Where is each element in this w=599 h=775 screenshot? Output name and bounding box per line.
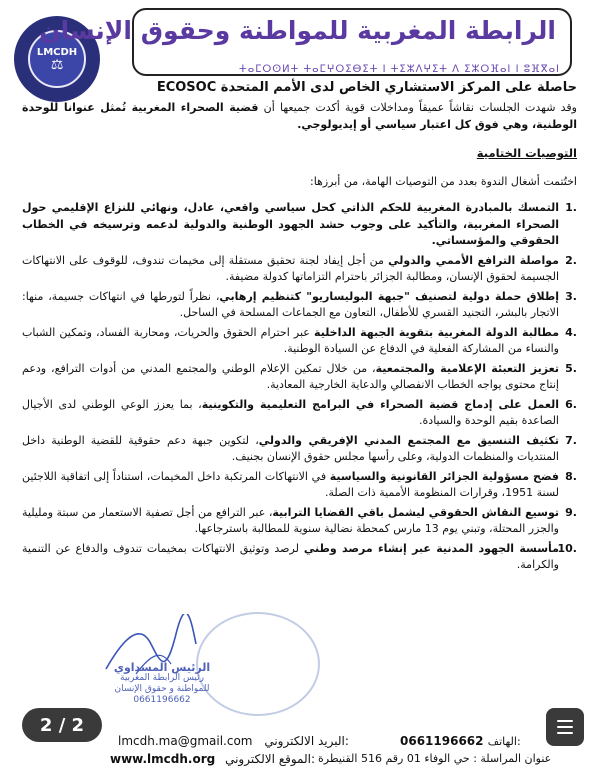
email-label: البريد الالكتروني: (264, 734, 349, 748)
document-body (22, 100, 577, 577)
footer-website (110, 752, 315, 766)
email-value: lmcdh.ma@gmail.com (118, 734, 253, 748)
website-value: www.lmcdh.org (110, 752, 216, 766)
item-text: ، عبر الترافع من أجل تصفية الاستعمار من سبتة ومليلية والجزر المحتلة، وتبني يوم 13 مارس كمحطة نضالية سنوية للمطالبة باسترجاعها. (22, 505, 559, 535)
website-label: الموقع الالكتروني: (225, 752, 316, 766)
item-text: ، نظراً لتورطها في انتهاكات جسيمة، منها: الاتجار بالبشر، التجنيد القسري للأطفال، التعاون مع الجماعات المسلحة في الساحل. (22, 289, 559, 319)
item-number: 2. (565, 253, 577, 267)
item-bold: توسيع النقاش الحقوقي ليشمل باقي القضايا الترابية (272, 505, 559, 519)
scales-of-justice-icon: ⚖ (50, 56, 64, 73)
page-indicator[interactable]: 2 / 2 (22, 708, 102, 742)
item-bold: العمل على إدماج قضية الصحراء في البرامج التعليمية والتكوينية (201, 397, 559, 411)
list-item (22, 289, 577, 322)
footer-phone (400, 734, 521, 748)
item-number: 6. (565, 397, 577, 411)
item-number: 10. (557, 541, 577, 555)
list-item (22, 200, 577, 250)
item-text: لرصد وتوثيق الانتهاكات بمخيمات تندوف والدفاع عن التنمية والكرامة. (22, 541, 559, 571)
phone-label: الهاتف: (487, 735, 521, 748)
intro-bold: قضية الصحراء المغربية تُمثل عنوانا للوحدة الوطنية، وهي فوق كل اعتبار سياسي أو إيديولوجي. (22, 101, 577, 131)
intro-paragraph (22, 100, 577, 133)
organization-name-tifinagh: ⵜⴰⵎⵔⵙⵍⵜ ⵜⴰⵎⵖⵔⵉⴱⵉⵜ ⵏ ⵜⵉⵣⴷⵖⵉⵜ ⴷ ⵉⵣⵔⴼⴰⵏ ⵏ ⵓⴼⴳⴰⵏ (239, 64, 560, 75)
recommendations-list (22, 200, 577, 574)
list-item (22, 361, 577, 394)
item-bold: فضح مسؤولية الجزائر القانونية والسياسية (329, 469, 559, 483)
signature-caption (92, 662, 232, 706)
list-item (22, 253, 577, 286)
item-number: 3. (565, 289, 577, 303)
item-text: في الانتهاكات المرتكبة داخل المخيمات، استناداً إلى اتفاقية اللاجئين لسنة 1951، وقرارات المنظومة الأممية ذات الصلة. (22, 469, 559, 499)
item-bold: مواصلة الترافع الأممي والدولي (388, 253, 559, 267)
item-bold: تكثيف التنسيق مع المجتمع المدني الإفريقي والدولي (258, 433, 559, 447)
item-bold: مطالبة الدولة المغربية بتقوية الجبهة الداخلية (314, 325, 559, 339)
logo-text: LMCDH (36, 46, 78, 58)
item-number: 9. (565, 505, 577, 519)
signatory-line: رئيس الرابطة المغربية (120, 673, 204, 683)
menu-button[interactable] (546, 708, 584, 746)
item-bold: مأسسة الجهود المدنية عبر إنشاء مرصد وطني (303, 541, 559, 555)
list-item (22, 433, 577, 466)
item-number: 4. (565, 325, 577, 339)
footer-address: عنوان المراسلة : حي الوفاء 01 رقم 516 القنيطرة (318, 752, 552, 765)
item-number: 1. (565, 201, 577, 214)
intro-text: وقد شهدت الجلسات نقاشاً عميقاً ومداخلات قوية أكدت جميعها أن (258, 101, 577, 114)
menu-icon-bar (557, 732, 573, 734)
list-item (22, 541, 577, 574)
section-title: التوصيات الختامية (476, 146, 577, 160)
menu-icon-bar (557, 726, 573, 728)
item-bold: التمسك بالمبادرة المغربية للحكم الذاتي كحل سياسي واقعي، عادل، ونهائي للنزاع الإقليمي حول الصحراء المغربية، والتأكيد على وجوب حشد الجهود الوطنية والدولية لدعمه وترسيخه في الخطاب الحقوقي والمؤسساتي. (22, 201, 559, 247)
item-text: من أجل إيفاد لجنة تحقيق مستقلة إلى مخيمات تندوف، للوقوف على الانتهاكات الجسيمة لحقوق الإنسان، ومطالبة الجزائر باحترام التزاماتها كدولة مضيفة. (22, 253, 559, 283)
item-bold: إطلاق حملة دولية لتصنيف "جبهة البوليساريو" كتنظيم إرهابي (219, 289, 560, 303)
item-number: 8. (565, 469, 577, 483)
list-item (22, 397, 577, 430)
item-bold: تعزيز التعبئة الإعلامية والمجتمعية (375, 361, 559, 375)
organization-name: الرابطة المغربية للمواطنة وحقوق الإنسان (39, 16, 556, 45)
signatory-line: للمواطنة و حقوق الإنسان (114, 684, 210, 694)
item-text: ، لتكوين جبهة دعم حقوقية للقضية الوطنية داخل المنتديات والمنظمات الدولية، وعلى رأسها مجلس حقوق الإنسان بجنيف. (22, 433, 559, 463)
ecosoc-status-line: حاصلة على المركز الاستشاري الخاص لدى الأمم المتحدة ECOSOC (156, 80, 577, 95)
item-text: ، بما يعزز الوعي الوطني لدى الأجيال الصاعدة بقيم الوحدة والسيادة. (22, 397, 559, 427)
item-number: 5. (565, 361, 577, 375)
signatory-phone: 0661196662 (133, 695, 191, 705)
phone-value: 0661196662 (400, 734, 484, 748)
list-item (22, 325, 577, 358)
item-number: 7. (565, 433, 577, 447)
lead-paragraph: اختُتمت أشغال الندوة بعدد من التوصيات الهامة، من أبرزها: (309, 174, 577, 188)
list-item (22, 505, 577, 538)
menu-icon (557, 720, 573, 722)
footer-email (118, 734, 349, 748)
signatory-title: الرئيس المسداوي (113, 661, 211, 674)
list-item (22, 469, 577, 502)
item-text: ، من خلال تمكين الإعلام الوطني والمجتمع المدني من أدوات الترافع، ودعم إنتاج محتوى يواجه الخطاب الانفصالي والدعاية الخارجية المعادية. (22, 361, 559, 391)
item-text: عبر احترام الحقوق والحريات، ومحاربة الفساد، وتمكين الشباب والنساء من المشاركة الفعلية في الدفاع عن السيادة الوطنية. (22, 325, 559, 355)
